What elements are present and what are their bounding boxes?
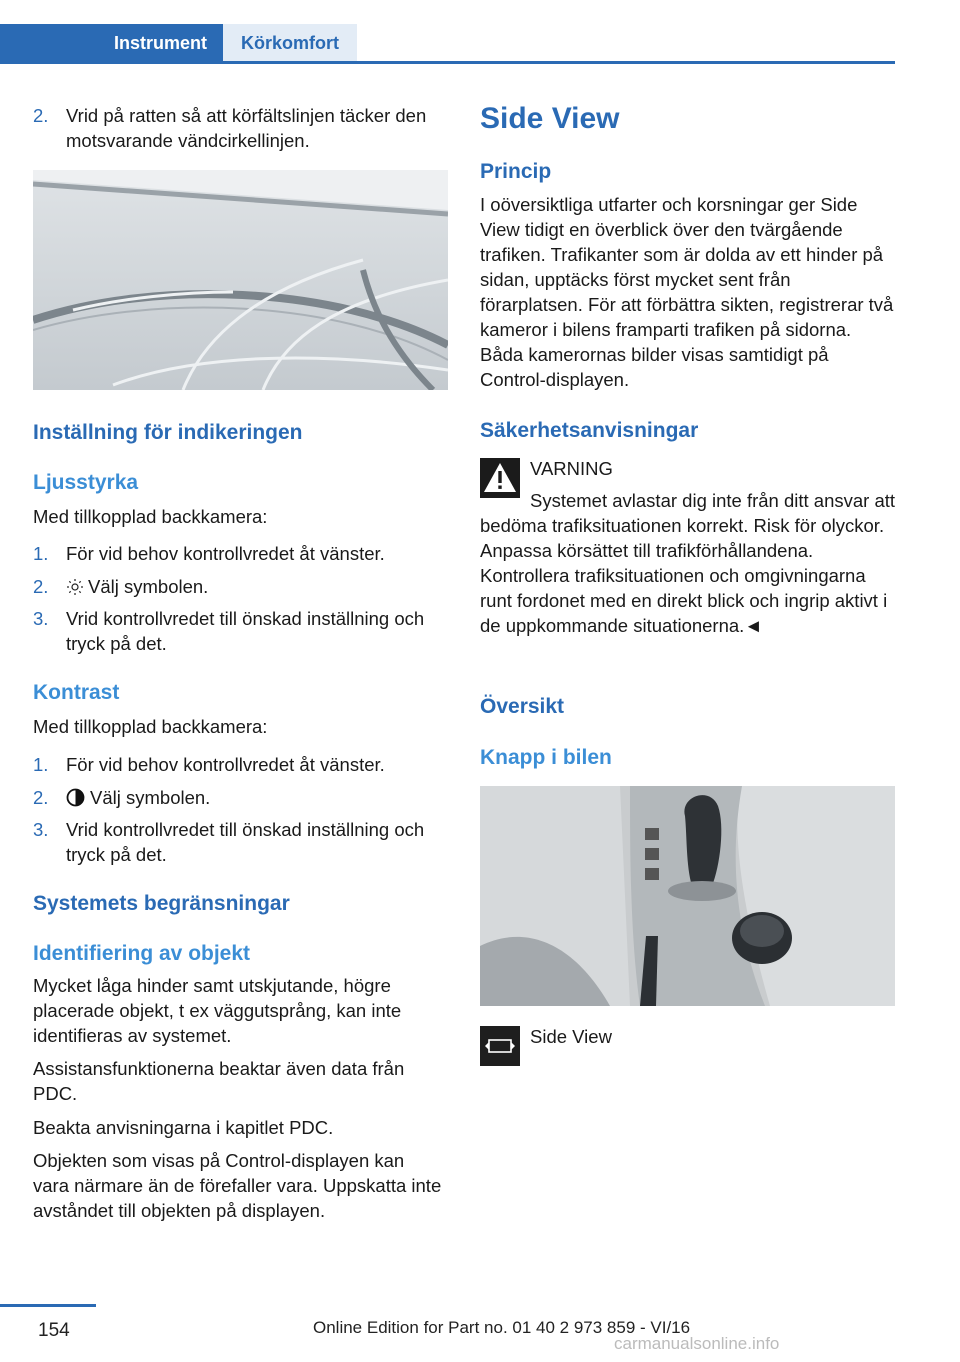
list-number: 3. [33, 608, 49, 629]
paragraph: Objekten som visas på Control-displayen kan vara närmare än de förefaller vara. Uppskatta inte avståndet till objekten på displayen. [33, 1150, 442, 1221]
list-text-wrap [66, 785, 449, 813]
subsection-heading: Identifiering av objekt [33, 942, 251, 965]
list-number: 3. [33, 819, 49, 840]
paragraph: I oöversiktliga utfarter och korsningar ger Side View tidigt en överblick över den tvärgående trafiken. Trafikanter som är dolda av ett hinder på sidan, upptäcks först mycket sent från förarplatsen. För att förbättra sikten, registrerar två kameror i bilens framparti trafiken på sidorna. Båda kamerornas bilder visas samtidigt på Control-displayen. [480, 194, 894, 390]
list-text: Välj symbolen. [90, 787, 211, 808]
watermark: carmanualsonline.info [614, 1334, 780, 1353]
list-text: För vid behov kontrollvredet åt vänster. [66, 754, 385, 775]
chapter-tabs [0, 24, 895, 64]
paragraph: Med tillkopplad backkamera: [33, 716, 268, 737]
edition-text: Online Edition for Part no. 01 40 2 973 859 - VI/16 [313, 1318, 691, 1337]
list-text: Välj symbolen. [88, 576, 209, 597]
list-number: 2. [33, 576, 49, 597]
section-heading: Översikt [480, 695, 565, 718]
warning-label: VARNING [530, 458, 613, 479]
list-number: 2. [33, 787, 49, 808]
button-label: Side View [530, 1026, 612, 1047]
list-text: Vrid kontrollvredet till önskad inställning och tryck på det. [66, 608, 425, 654]
list-text-wrap [66, 574, 449, 602]
page-section-title: Side View [480, 102, 620, 135]
paragraph: Med tillkopplad backkamera: [33, 506, 268, 527]
side-view-button-icon [480, 1026, 520, 1066]
subsection-heading: Kontrast [33, 681, 120, 704]
tab-instrument-label: Instrument [113, 33, 207, 53]
subsection-heading: Knapp i bilen [480, 746, 612, 769]
list-number: 2. [33, 105, 49, 126]
section-heading: Inställning för indikeringen [33, 421, 303, 444]
paragraph: Mycket låga hinder samt utskjutande, högre placerade objekt, t ex väggutsprång, kan inte identifieras av systemet. [33, 975, 402, 1046]
tab-instrument[interactable] [0, 24, 223, 61]
section-heading: Princip [480, 160, 552, 183]
car-interior-photo [480, 786, 895, 1006]
paragraph: Assistansfunktionerna beaktar även data från PDC. [33, 1058, 405, 1104]
page-number: 154 [38, 1320, 70, 1341]
tab-korkomfort[interactable] [223, 24, 357, 61]
list-number: 1. [33, 543, 49, 564]
brightness-icon [66, 577, 88, 602]
warning-text: Systemet avlastar dig inte från ditt ansvar att bedöma trafiksituationen korrekt. Risk för olyckor. Anpassa körsättet till trafikförhållandena. Kontrollera trafiksituationen och omgivningarna runt fordonet med en direkt blick och ingrip aktivt i de uppkommande situationerna.◄ [480, 490, 896, 636]
footer-rule [0, 1304, 96, 1307]
section-heading: Säkerhetsanvisningar [480, 419, 699, 442]
list-text: För vid behov kontrollvredet åt vänster. [66, 543, 385, 564]
subsection-heading: Ljusstyrka [33, 471, 139, 494]
list-number: 1. [33, 754, 49, 775]
section-heading: Systemets begränsningar [33, 892, 290, 915]
list-text: Vrid kontrollvredet till önskad inställning och tryck på det. [66, 819, 425, 865]
tab-korkomfort-label: Körkomfort [241, 33, 339, 53]
paragraph: Beakta anvisningarna i kapitlet PDC. [33, 1117, 334, 1138]
camera-view-illustration [33, 170, 448, 390]
list-text: Vrid på ratten så att körfältslinjen täcker den motsvarande vändcirkellinjen. [66, 105, 427, 151]
contrast-icon [66, 788, 90, 813]
